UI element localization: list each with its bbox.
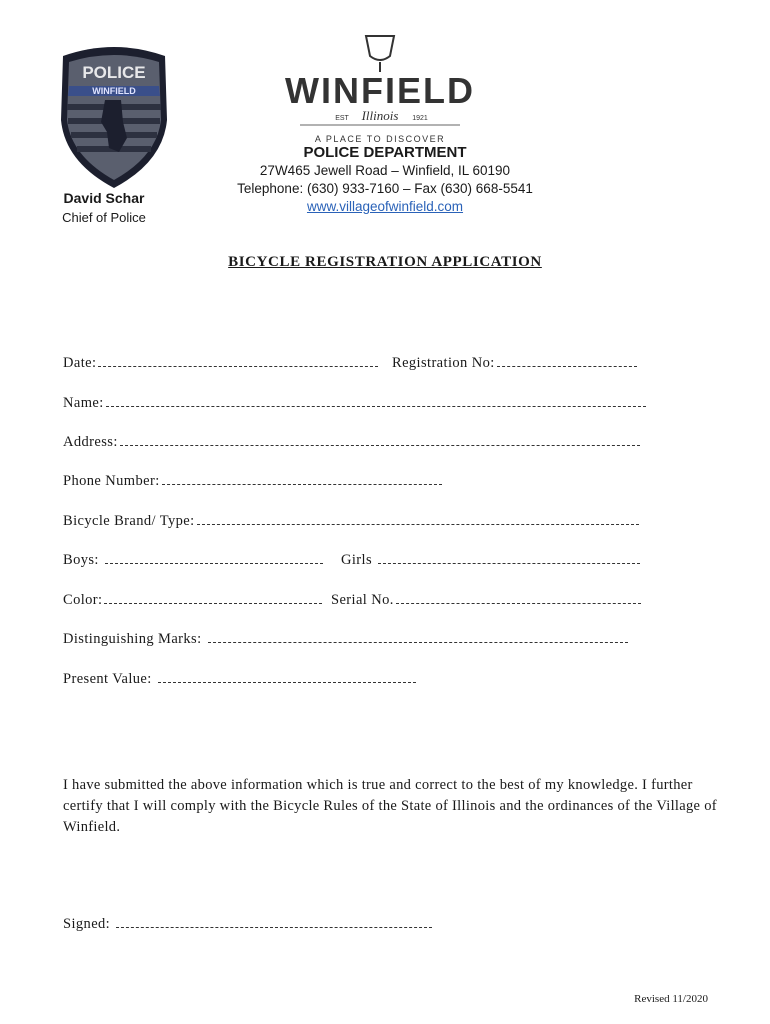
address-line[interactable]	[120, 433, 640, 446]
value-field[interactable]	[63, 670, 416, 688]
serial-field[interactable]	[331, 591, 641, 609]
patch-text-top: POLICE	[82, 63, 146, 82]
marks-label: Distinguishing Marks:	[63, 631, 202, 647]
date-field[interactable]	[63, 354, 378, 372]
patch-text-bottom: WINFIELD	[92, 86, 136, 96]
color-label: Color:	[63, 592, 103, 608]
department-address: 27W465 Jewell Road – Winfield, IL 60190	[259, 163, 511, 178]
girls-field[interactable]	[341, 551, 640, 569]
boys-label: Boys:	[63, 552, 99, 568]
logo-tagline: A PLACE TO DISCOVER	[314, 134, 446, 144]
color-field[interactable]	[63, 591, 322, 609]
color-line[interactable]	[104, 591, 322, 604]
revised-date: Revised 11/2020	[634, 993, 708, 1005]
form-title: BICYCLE REGISTRATION APPLICATION	[228, 254, 542, 270]
girls-label: Girls	[341, 552, 372, 568]
winfield-logo	[270, 28, 490, 146]
brand-field[interactable]	[63, 512, 639, 530]
address-field[interactable]	[63, 433, 640, 451]
department-name: POLICE DEPARTMENT	[303, 144, 467, 161]
chief-name: David Schar	[63, 190, 145, 206]
department-website-link[interactable]: www.villageofwinfield.com	[306, 199, 464, 214]
logo-title: WINFIELD	[285, 70, 475, 111]
name-field[interactable]	[63, 394, 646, 412]
phone-label: Phone Number:	[63, 473, 160, 489]
value-line[interactable]	[158, 670, 416, 683]
marks-line[interactable]	[208, 630, 628, 643]
brand-label: Bicycle Brand/ Type:	[63, 513, 195, 529]
address-label: Address:	[63, 434, 118, 450]
registration-line[interactable]	[497, 354, 637, 367]
date-line[interactable]	[98, 354, 378, 367]
logo-year: 1921	[412, 115, 428, 122]
registration-field[interactable]	[392, 354, 637, 372]
department-phone: Telephone: (630) 933-7160 – Fax (630) 668-5541	[237, 181, 533, 196]
signed-line[interactable]	[116, 915, 432, 928]
chief-title: Chief of Police	[62, 210, 146, 225]
value-label: Present Value:	[63, 671, 152, 687]
logo-state: Illinois	[361, 108, 399, 123]
marks-field[interactable]	[63, 630, 628, 648]
serial-line[interactable]	[396, 591, 641, 604]
name-label: Name:	[63, 395, 104, 411]
certification-statement: I have submitted the above information which is true and correct to the best of my knowledge. I further certify that I will comply with the Bicycle Rules of the State of Illinois and the ordinances of the Village of Winfield.	[63, 777, 717, 835]
phone-line[interactable]	[162, 472, 442, 485]
signed-label: Signed:	[63, 916, 111, 932]
girls-line[interactable]	[378, 551, 640, 564]
logo-est: EST	[335, 115, 349, 122]
signed-field[interactable]	[63, 915, 432, 933]
date-label: Date:	[63, 355, 97, 371]
police-patch-logo	[55, 42, 173, 190]
registration-label: Registration No:	[392, 355, 495, 371]
boys-line[interactable]	[105, 551, 323, 564]
name-line[interactable]	[106, 394, 646, 407]
serial-label: Serial No.	[331, 592, 394, 608]
phone-field[interactable]	[63, 472, 442, 490]
boys-field[interactable]	[63, 551, 323, 569]
brand-line[interactable]	[197, 512, 639, 525]
